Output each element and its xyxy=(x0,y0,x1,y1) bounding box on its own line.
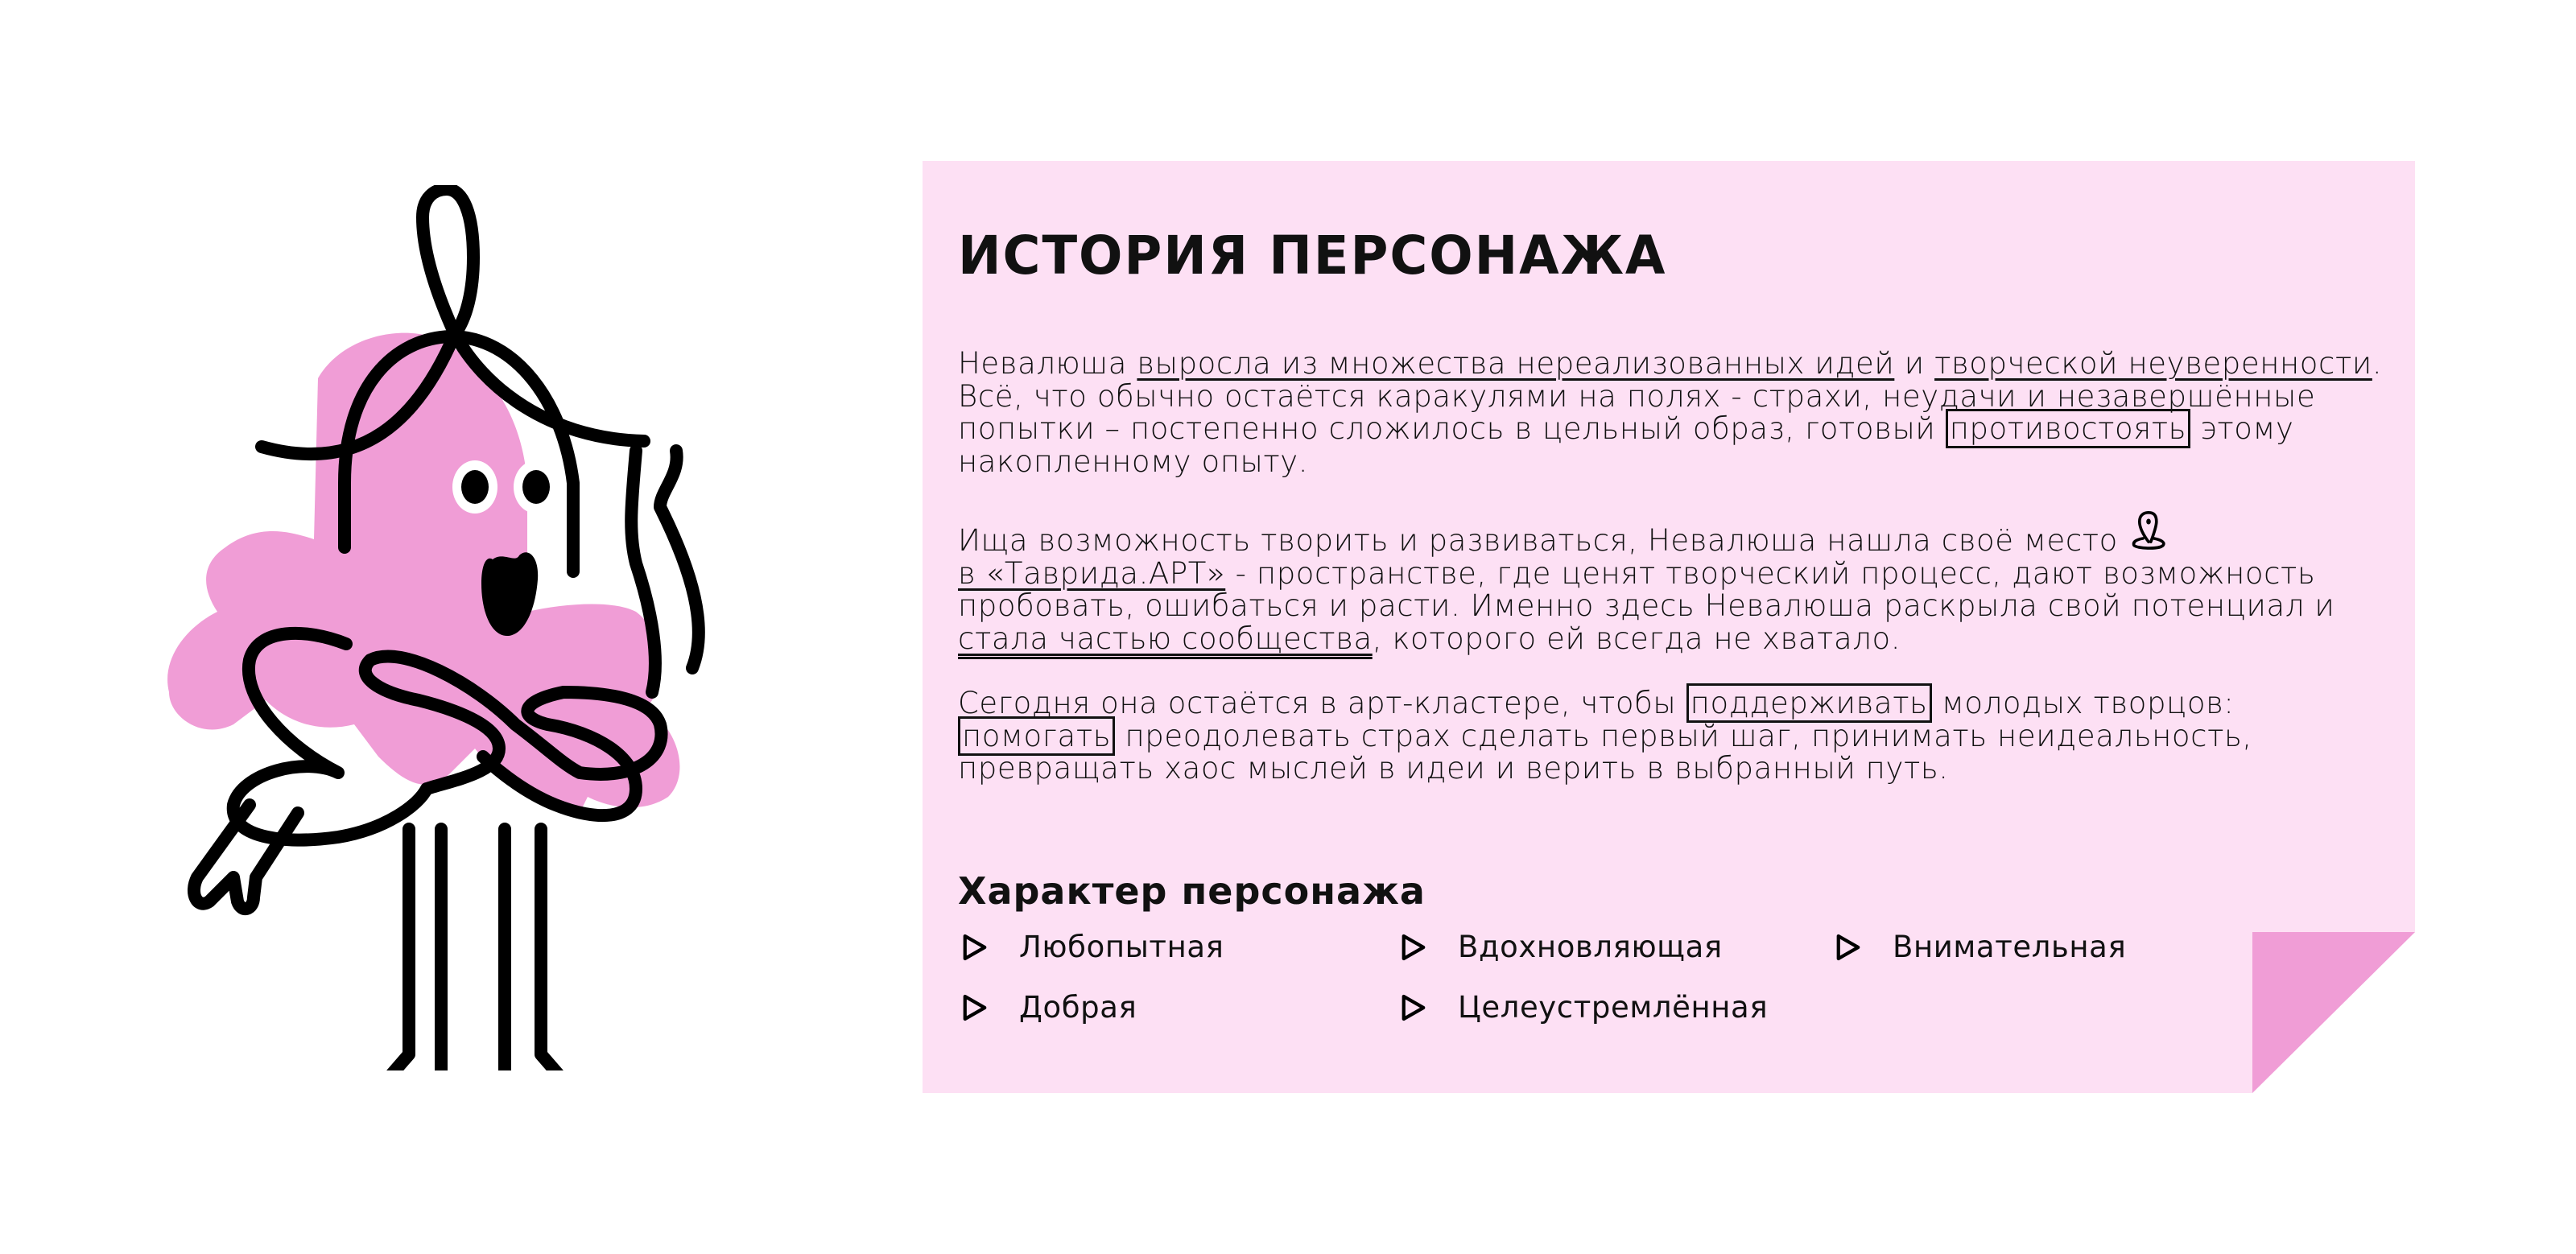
trait-item xyxy=(1397,990,1768,1025)
trait-label: Вдохновляющая xyxy=(1458,930,1723,964)
story-paragraph-3 xyxy=(958,687,2391,786)
triangle-play-icon xyxy=(1397,991,1430,1025)
boxed-phrase: поддерживать xyxy=(1686,683,1932,723)
triangle-play-icon xyxy=(1831,930,1865,964)
trait-label: Любопытная xyxy=(1019,930,1224,964)
left-arm xyxy=(194,805,298,909)
left-leg xyxy=(388,829,441,1070)
character-illustration xyxy=(161,185,789,1070)
text: , которого ей всегда не хватало. xyxy=(1372,621,1901,656)
text: Невалюша xyxy=(958,346,1137,381)
triangle-play-icon xyxy=(958,991,992,1025)
text: - пространстве, где ценят творческий процесс, дают возможность пробовать, ошибаться и расти. Именно здесь Невалюша раскрыла свой потенциал и xyxy=(958,555,2335,623)
double-underlined-phrase: стала частью сообщества xyxy=(958,621,1373,656)
text: преодолевать страх сделать первый шаг, принимать неидеальность, превращать хаос мыслей в идеи и верить в выбранный путь. xyxy=(958,718,2252,786)
triangle-play-icon xyxy=(958,930,992,964)
text: этому накопленному опыту. xyxy=(958,411,2294,479)
trait-label: Добрая xyxy=(1019,990,1137,1025)
story-paragraph-1 xyxy=(958,348,2391,478)
text: Сегодня она остаётся в арт-кластере, чтобы xyxy=(958,686,1686,720)
trait-label: Внимательная xyxy=(1893,930,2127,964)
page-title: ИСТОРИЯ ПЕРСОНАЖА xyxy=(958,225,1667,287)
text: молодых творцов: xyxy=(1931,686,2235,720)
text: и xyxy=(1894,346,1935,381)
trait-item xyxy=(1397,930,1723,964)
folded-corner xyxy=(2252,932,2415,1093)
tavrida-art-link: в «Таврида.АРТ» xyxy=(958,555,1226,591)
trait-item xyxy=(958,930,1224,964)
boxed-phrase: противостоять xyxy=(1946,409,2190,448)
text: . Всё, что обычно остаётся каракулями на полях - страхи, неудачи и незавершённые попытки – постепенно сложилось в цельный образ, готовый xyxy=(958,346,2383,446)
story-text xyxy=(958,348,2391,818)
boxed-phrase: помогать xyxy=(958,716,1115,756)
hair-loop xyxy=(423,189,473,334)
underlined-phrase: творческой неуверенности xyxy=(1934,346,2372,381)
trait-item xyxy=(958,990,1137,1025)
story-paragraph-2 xyxy=(958,510,2391,655)
traits-heading: Характер персонажа xyxy=(958,869,1426,913)
trait-item xyxy=(1831,930,2126,964)
trait-label: Целеустремлённая xyxy=(1458,990,1769,1025)
triangle-play-icon xyxy=(1397,930,1430,964)
location-pin-icon xyxy=(2126,510,2171,555)
text: Ища возможность творить и развиваться, Невалюша нашла своё место xyxy=(958,523,2118,558)
underlined-phrase: выросла из множества нереализованных идей xyxy=(1137,346,1895,381)
right-leg xyxy=(505,829,562,1070)
